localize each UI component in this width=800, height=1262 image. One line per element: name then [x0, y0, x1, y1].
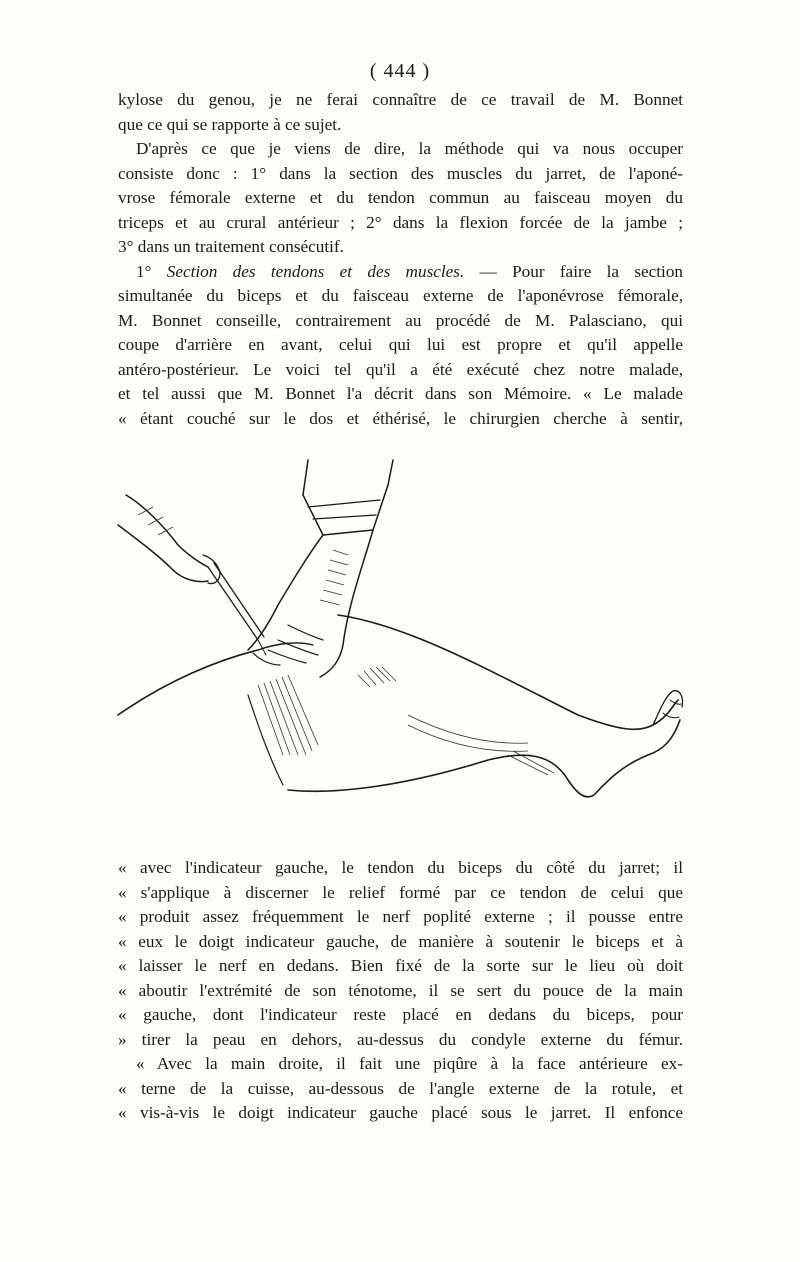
text-line: « Avec la main droite, il fait une piqûre à la face antérieure ex-	[136, 1054, 683, 1073]
text-line: coupe d'arrière en avant, celui qui lui est propre et qu'il appelle	[118, 335, 683, 354]
text-line: « produit assez fréquemment le nerf poplité externe ; il pousse entre	[118, 907, 683, 926]
text-line: D'après ce que je viens de dire, la méthode qui va nous occuper	[136, 139, 683, 158]
text-line: vrose fémorale externe et du tendon commun au faisceau moyen du	[118, 188, 683, 207]
text-line: antéro-postérieur. Le voici tel qu'il a été exécuté chez notre malade,	[118, 359, 683, 379]
surgical-illustration	[108, 455, 688, 840]
text-line: consiste donc : 1° dans la section des muscles du jarret, de l'aponé-	[118, 163, 683, 183]
text-line: « s'applique à discerner le relief formé par ce tendon de celui que	[118, 882, 683, 902]
page-number: ( 444 )	[369, 60, 431, 82]
top-text-block	[118, 88, 683, 431]
text-line: « avec l'indicateur gauche, le tendon du biceps du côté du jarret; il	[118, 858, 683, 877]
text-line: 3° dans un traitement consécutif.	[118, 237, 344, 256]
section-heading: Section des tendons et des muscles.	[166, 261, 465, 281]
text-line: « gauche, dont l'indicateur reste placé en dedans du biceps, pour	[118, 1005, 683, 1024]
text-line: « aboutir l'extrémité de son ténotome, il se sert du pouce de la main	[118, 980, 683, 1000]
leg-engraving-figure	[108, 455, 688, 840]
text-line: simultanée du biceps et du faisceau externe de l'aponévrose fémorale,	[118, 286, 683, 305]
bottom-text-block	[118, 856, 683, 1126]
text-line: « eux le doigt indicateur gauche, de manière à soutenir le biceps et à	[118, 931, 683, 951]
text-line: que ce qui se rapporte à ce sujet.	[118, 114, 342, 134]
section-heading-line: 1° Section des tendons et des muscles. — Pour faire la section	[136, 261, 684, 281]
text-line: « étant couché sur le dos et éthérisé, le chirurgien cherche à sentir,	[118, 408, 683, 428]
text-line: « laisser le nerf en dedans. Bien fixé de la sorte sur le lieu où doit	[118, 956, 683, 975]
text-line: et tel aussi que M. Bonnet l'a décrit dans son Mémoire. « Le malade	[118, 384, 683, 403]
text-line: kylose du genou, je ne ferai connaître de ce travail de M. Bonnet	[118, 90, 683, 109]
text-line: « vis-à-vis le doigt indicateur gauche placé sous le jarret. Il enfonce	[118, 1103, 683, 1122]
text-line: » tirer la peau en dehors, au-dessus du condyle externe du fémur.	[118, 1029, 683, 1049]
text-line: triceps et au crural antérieur ; 2° dans la flexion forcée de la jambe ;	[118, 212, 683, 232]
text-line: M. Bonnet conseille, contrairement au procédé de M. Palasciano, qui	[118, 310, 683, 330]
text-line: « terne de la cuisse, au-dessous de l'angle externe de la rotule, et	[118, 1078, 683, 1098]
